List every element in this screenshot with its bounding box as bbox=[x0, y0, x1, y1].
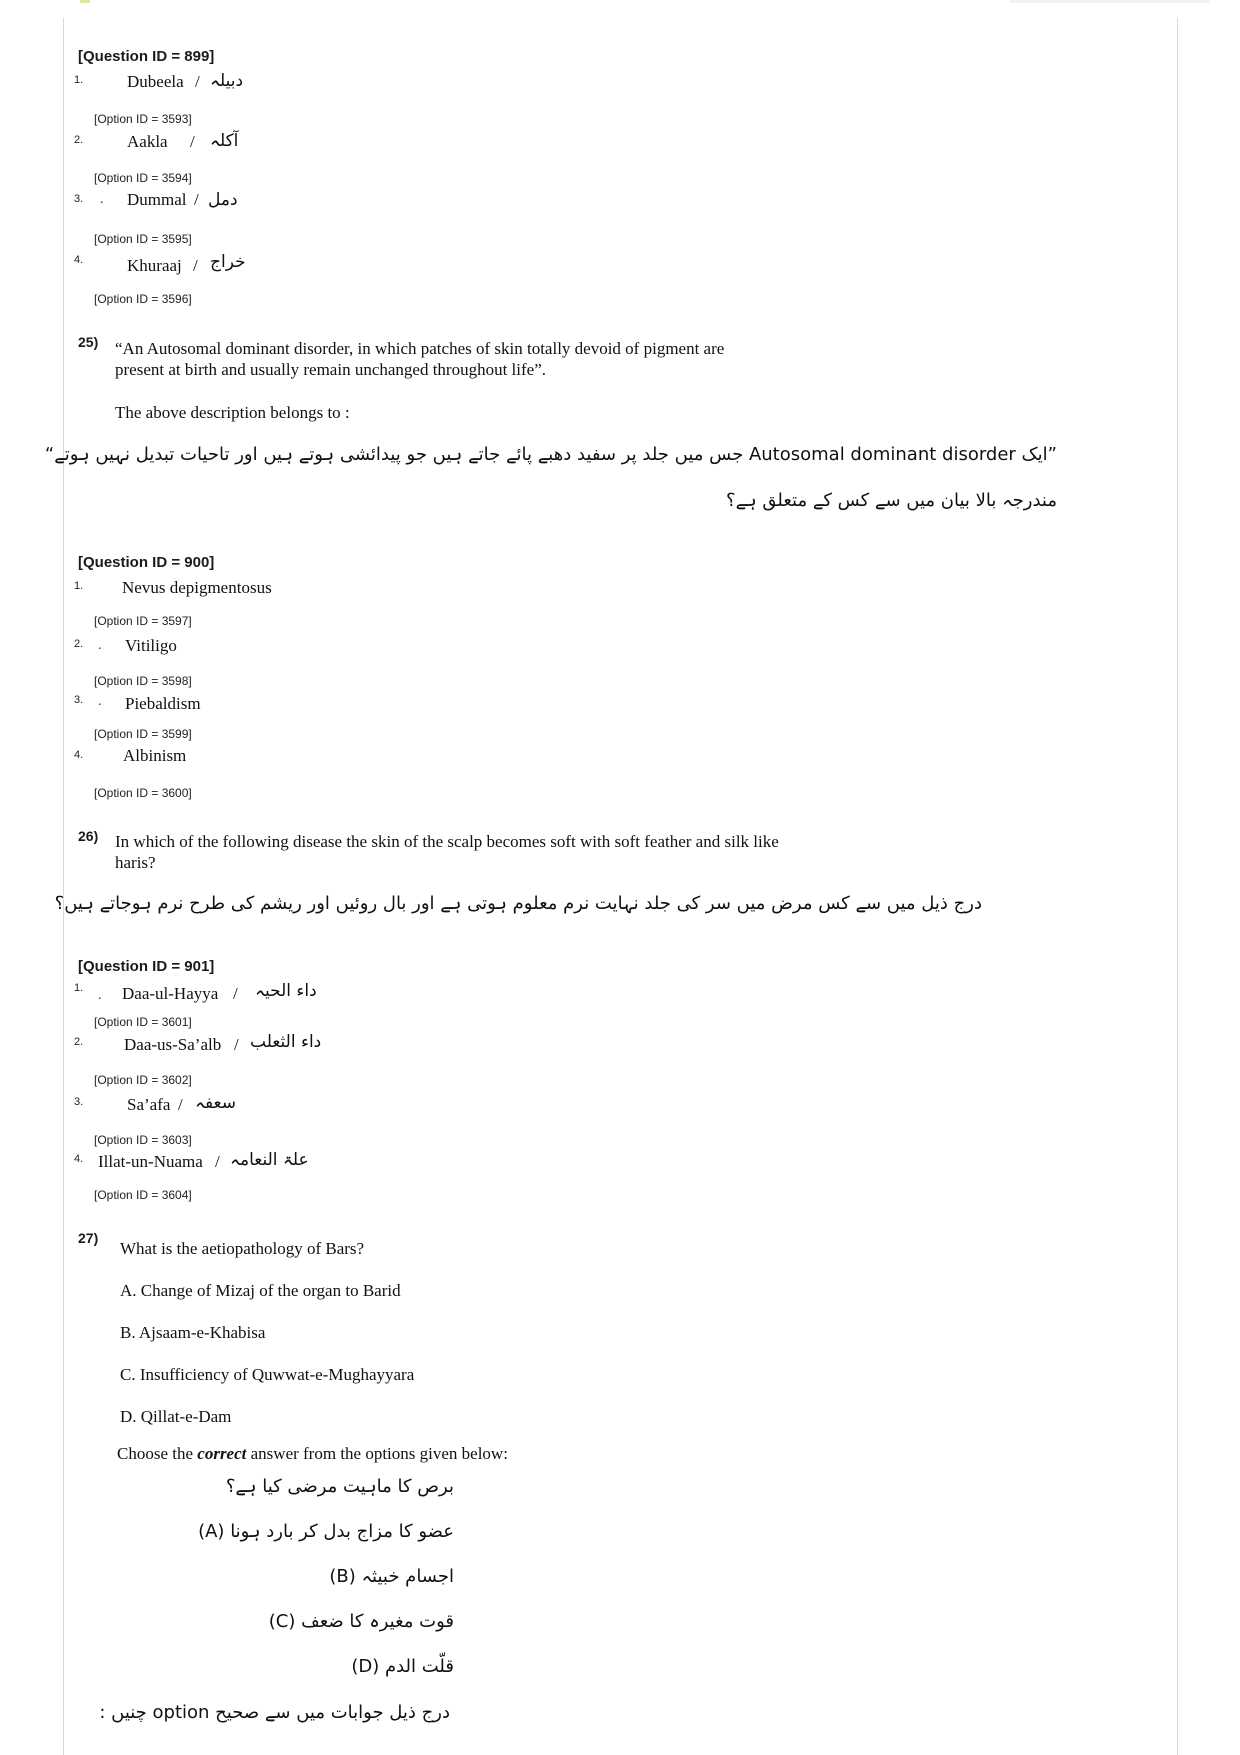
option-id: [Option ID = 3602] bbox=[94, 1073, 192, 1087]
question-id-901: [Question ID = 901] bbox=[78, 958, 215, 975]
option-text-en: Sa’afa bbox=[127, 1095, 171, 1114]
choose-instruction bbox=[117, 1444, 508, 1464]
option-id: [Option ID = 3595] bbox=[94, 232, 192, 246]
option-text-ur: آکلہ bbox=[210, 131, 239, 151]
statement-item: B. Ajsaam-e-Khabisa bbox=[120, 1323, 266, 1342]
option-id: [Option ID = 3594] bbox=[94, 171, 192, 185]
question-text-line: What is the aetiopathology of Bars? bbox=[120, 1239, 365, 1258]
statement-item-urdu: (A) عضو کا مزاج بدل کر بارد ہونا bbox=[198, 1521, 454, 1542]
option-separator: / bbox=[234, 1035, 239, 1054]
option-dot: . bbox=[100, 192, 104, 207]
option-number: 4. bbox=[74, 1153, 84, 1165]
option-text-ur: سعفہ bbox=[195, 1093, 237, 1113]
question-id-899: [Question ID = 899] bbox=[78, 48, 215, 65]
statement-item: D. Qillat-e-Dam bbox=[120, 1407, 232, 1426]
question-text-line: In which of the following disease the skin of the scalp becomes soft with soft feather and silk like bbox=[115, 832, 779, 851]
option-dot: . bbox=[98, 638, 102, 653]
option-number: 1. bbox=[74, 580, 84, 592]
option-number: 1. bbox=[74, 982, 84, 994]
question-text-line: “An Autosomal dominant disorder, in which patches of skin totally devoid of pigment are bbox=[115, 339, 725, 358]
statement-item-urdu: (B) اجسام خبیثہ bbox=[329, 1566, 454, 1587]
option-number: 1. bbox=[74, 74, 84, 86]
option-id: [Option ID = 3601] bbox=[94, 1015, 192, 1029]
option-text-ur: داء الحیہ bbox=[255, 981, 317, 1001]
option-text-ur: علۃ النعامہ bbox=[230, 1150, 309, 1170]
option-number: 2. bbox=[74, 134, 84, 146]
option-id: [Option ID = 3597] bbox=[94, 614, 192, 628]
choose-instruction-post: answer from the options given below: bbox=[246, 1444, 508, 1463]
option-separator: / bbox=[233, 984, 238, 1003]
option-text-en: Illat-un-Nuama bbox=[98, 1152, 203, 1171]
option-text-en: Dummal bbox=[127, 190, 187, 209]
option-number: 2. bbox=[74, 638, 84, 650]
statement-item: A. Change of Mizaj of the organ to Barid bbox=[120, 1281, 401, 1300]
option-dot: . bbox=[98, 694, 102, 709]
option-number: 4. bbox=[74, 749, 84, 761]
choose-instruction-pre: Choose the bbox=[117, 1444, 198, 1463]
option-id: [Option ID = 3599] bbox=[94, 727, 192, 741]
question-text-line: haris? bbox=[115, 853, 156, 872]
option-text-ur: داء الثعلب bbox=[250, 1032, 322, 1052]
option-number: 2. bbox=[74, 1036, 84, 1048]
option-text-en: Piebaldism bbox=[125, 694, 201, 713]
option-text-en: Dubeela bbox=[127, 72, 184, 91]
option-text-ur: دمل bbox=[208, 190, 238, 210]
question-number: 27) bbox=[78, 1230, 99, 1246]
page-border-left bbox=[63, 18, 64, 1755]
option-separator: / bbox=[190, 132, 195, 151]
page-border-right bbox=[1177, 18, 1178, 1755]
statement-item-urdu: (C) قوت مغیرہ کا ضعف bbox=[268, 1611, 454, 1632]
option-id: [Option ID = 3603] bbox=[94, 1133, 192, 1147]
choose-instruction-emphasis: correct bbox=[197, 1444, 247, 1463]
option-text-en: Daa-ul-Hayya bbox=[122, 984, 219, 1003]
question-text-urdu: مندرجہ بالا بیان میں سے کس کے متعلق ہے؟ bbox=[726, 490, 1057, 511]
option-number: 3. bbox=[74, 1096, 84, 1108]
statement-item: C. Insufficiency of Quwwat-e-Mughayyara bbox=[120, 1365, 415, 1384]
option-separator: / bbox=[215, 1152, 220, 1171]
question-number: 26) bbox=[78, 828, 99, 844]
option-number: 3. bbox=[74, 193, 84, 205]
option-id: [Option ID = 3598] bbox=[94, 674, 192, 688]
option-id: [Option ID = 3600] bbox=[94, 786, 192, 800]
option-number: 3. bbox=[74, 694, 84, 706]
option-text-en: Aakla bbox=[127, 132, 168, 151]
option-text-ur: دبیلہ bbox=[210, 71, 244, 91]
option-text-en: Khuraaj bbox=[127, 256, 182, 275]
option-separator: / bbox=[193, 256, 198, 275]
statement-item-urdu: (D) قلّت الدم bbox=[351, 1656, 454, 1677]
question-number: 25) bbox=[78, 334, 99, 350]
question-text-urdu: برص کا ماہیت مرضی کیا ہے؟ bbox=[225, 1476, 454, 1497]
option-id: [Option ID = 3596] bbox=[94, 292, 192, 306]
option-text-en: Daa-us-Sa’alb bbox=[124, 1035, 222, 1054]
option-text-en: Vitiligo bbox=[125, 636, 177, 655]
top-marker bbox=[80, 0, 90, 3]
option-text-ur: خراج bbox=[210, 252, 246, 272]
option-text-en: Nevus depigmentosus bbox=[122, 578, 272, 597]
question-text-urdu: درج ذیل میں سے کس مرض میں سر کی جلد نہایت نرم معلوم ہوتی ہے اور بال روئیں اور ریشم کی طرح نرم ہوجاتے ہیں؟ bbox=[54, 893, 982, 914]
question-text-line: present at birth and usually remain unchanged throughout life”. bbox=[115, 360, 547, 379]
option-separator: / bbox=[194, 190, 199, 209]
question-text-urdu: ”ایک Autosomal dominant disorder جس میں جلد پر سفید دھبے پائے جاتے ہیں جو پیدائشی ہوتے ہیں اور تاحیات تبدیل نہیں ہوتے“ bbox=[44, 444, 1057, 465]
question-id-900: [Question ID = 900] bbox=[78, 554, 215, 571]
question-text-line: The above description belongs to : bbox=[115, 403, 350, 422]
option-dot: . bbox=[98, 988, 102, 1003]
choose-instruction-urdu: درج ذیل جوابات میں سے صحیح option چنیں : bbox=[99, 1702, 450, 1723]
top-right-marker bbox=[1010, 0, 1210, 3]
option-number: 4. bbox=[74, 254, 84, 266]
option-text-en: Albinism bbox=[123, 746, 187, 765]
option-separator: / bbox=[178, 1095, 183, 1114]
option-separator: / bbox=[195, 72, 200, 91]
option-id: [Option ID = 3593] bbox=[94, 112, 192, 126]
option-id: [Option ID = 3604] bbox=[94, 1188, 192, 1202]
